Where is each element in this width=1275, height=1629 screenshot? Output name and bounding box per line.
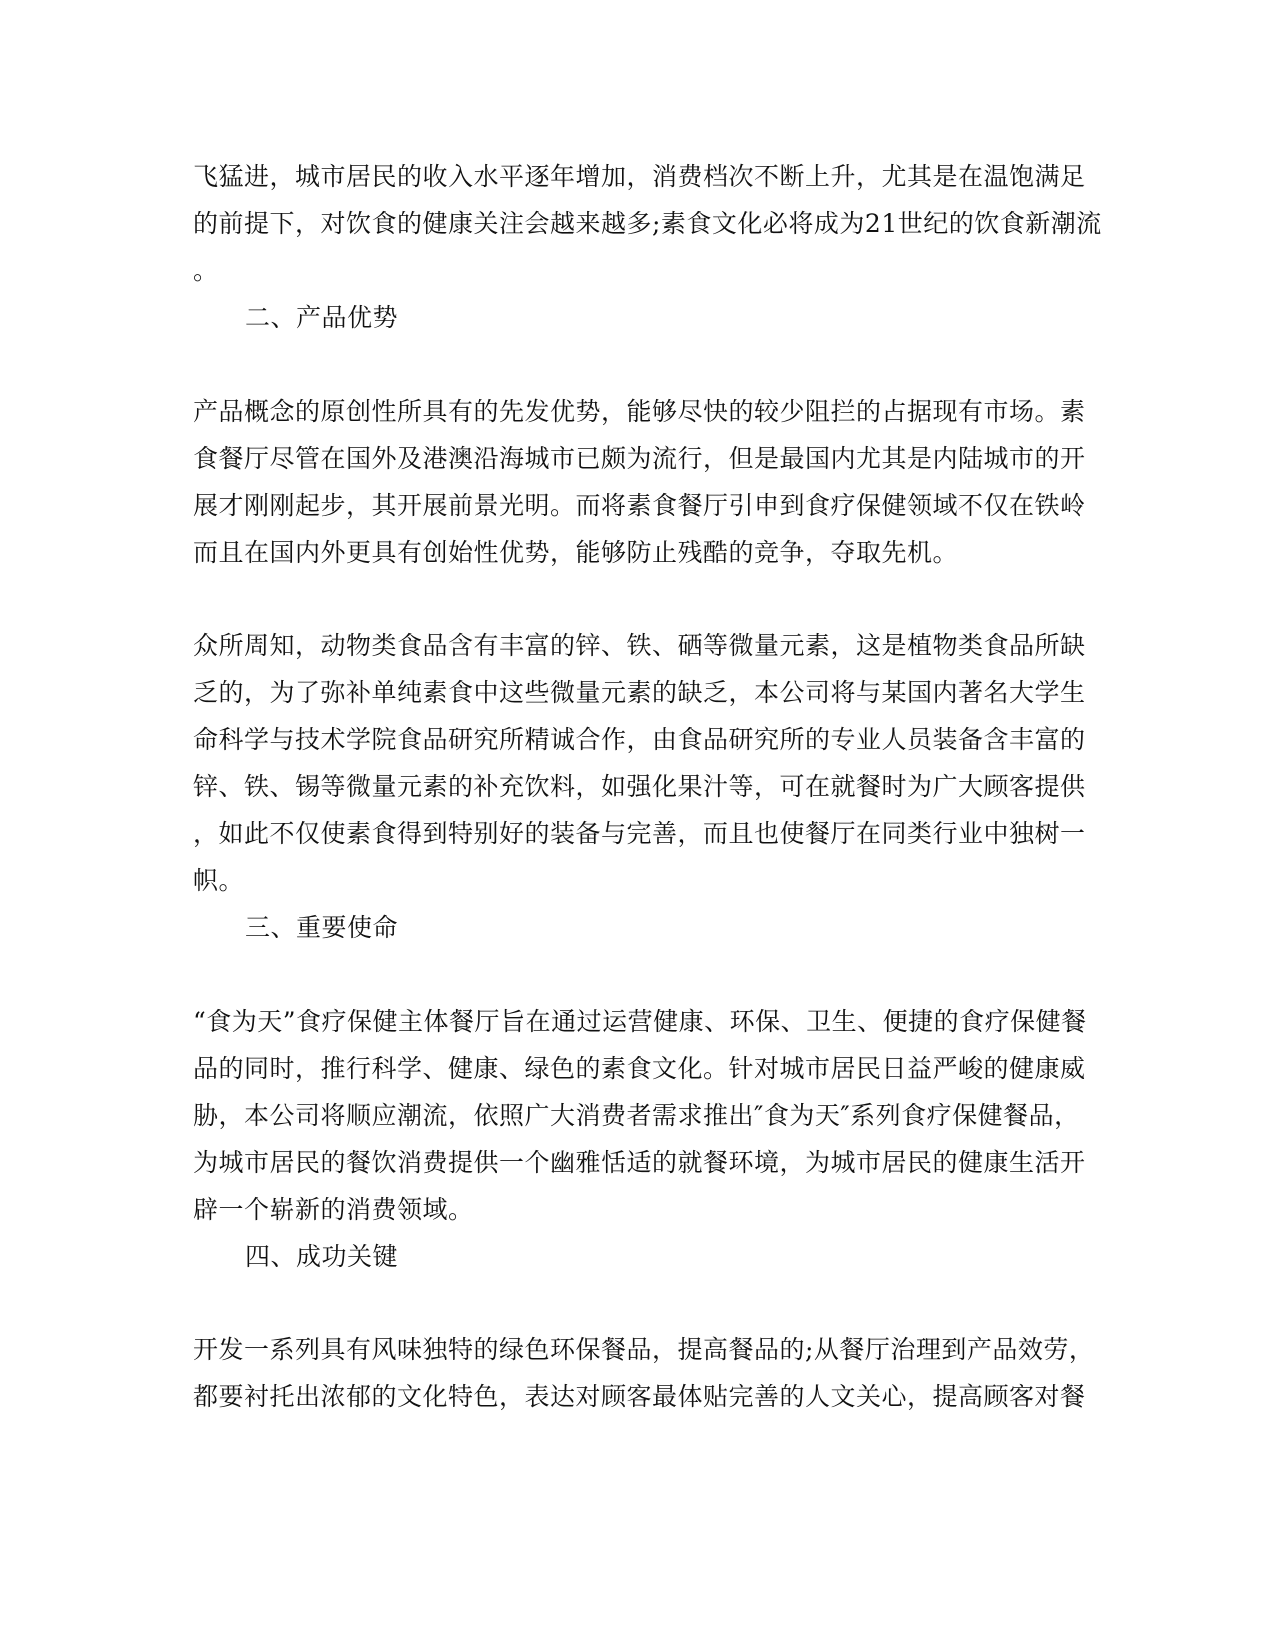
text-line: 为城市居民的餐饮消费提供一个幽雅恬适的就餐环境，为城市居民的健康生活开 [193,1148,1086,1177]
text-line: 。 [193,256,219,285]
text-line: 飞猛进，城市居民的收入水平逐年增加，消费档次不断上升，尤其是在温饱满足 [193,162,1086,191]
text-line: 乏的，为了弥补单纯素食中这些微量元素的缺乏，本公司将与某国内著名大学生 [193,678,1086,707]
text-line: 众所周知，动物类食品含有丰富的锌、铁、硒等微量元素，这是植物类食品所缺 [193,631,1086,660]
text-line: 展才刚刚起步，其开展前景光明。而将素食餐厅引申到食疗保健领域不仅在铁岭 [193,491,1086,520]
section-heading: 三、重要使命 [245,913,399,942]
text-line: 的前提下，对饮食的健康关注会越来越多;素食文化必将成为21世纪的饮食新潮流 [193,209,1102,238]
text-line: 辟一个崭新的消费领域。 [193,1195,474,1224]
text-line: 命科学与技术学院食品研究所精诚合作，由食品研究所的专业人员装备含丰富的 [193,725,1086,754]
section-heading: 二、产品优势 [245,303,399,332]
section-heading: 四、成功关键 [245,1242,399,1271]
text-line: 开发一系列具有风味独特的绿色环保餐品，提高餐品的;从餐厅治理到产品效劳， [193,1335,1095,1364]
text-line: 品的同时，推行科学、健康、绿色的素食文化。针对城市居民日益严峻的健康威 [193,1054,1086,1083]
text-line: 食餐厅尽管在国外及港澳沿海城市已颇为流行，但是最国内尤其是内陆城市的开 [193,444,1086,473]
text-line: 锌、铁、锡等微量元素的补充饮料，如强化果汁等，可在就餐时为广大顾客提供 [193,772,1086,801]
text-line: 都要衬托出浓郁的文化特色，表达对顾客最体贴完善的人文关心，提高顾客对餐 [193,1382,1086,1411]
text-line: ，如此不仅使素食得到特别好的装备与完善，而且也使餐厅在同类行业中独树一 [193,819,1086,848]
text-line: 帜。 [193,866,245,895]
text-line: “食为天”食疗保健主体餐厅旨在通过运营健康、环保、卫生、便捷的食疗保健餐 [193,1007,1087,1036]
text-line: 产品概念的原创性所具有的先发优势，能够尽快的较少阻拦的占据现有市场。素 [193,397,1086,426]
text-line: 而且在国内外更具有创始性优势，能够防止残酷的竞争，夺取先机。 [193,538,959,567]
text-line: 胁，本公司将顺应潮流，依照广大消费者需求推出″食为天″系列食疗保健餐品， [193,1101,1080,1130]
